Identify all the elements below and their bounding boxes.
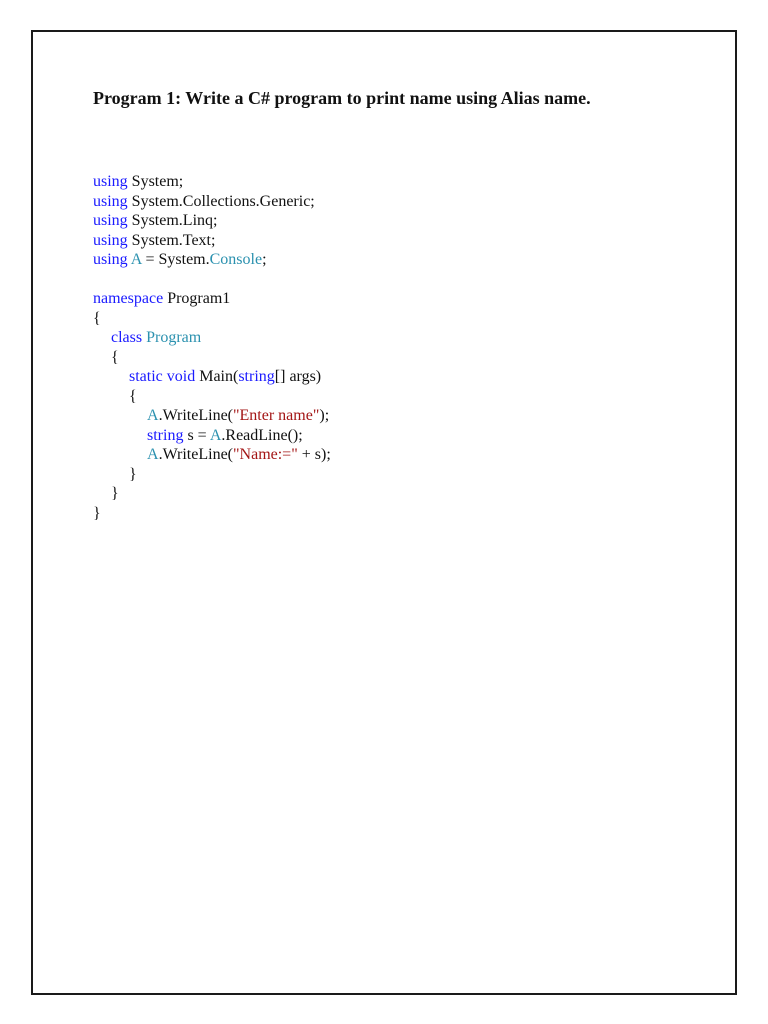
- code-line-14: [93, 445, 331, 465]
- keyword: using: [93, 231, 128, 249]
- code-text: System.Collections.Generic;: [127, 192, 315, 210]
- keyword: namespace: [93, 290, 164, 307]
- type-name: Console: [209, 251, 263, 268]
- code-line-12: [93, 406, 331, 426]
- keyword: using: [93, 192, 128, 210]
- brace: {: [111, 348, 119, 366]
- code-text: .WriteLine(: [158, 446, 233, 463]
- code-line-5: [93, 250, 331, 270]
- code-text: System;: [127, 173, 184, 190]
- program-title: Program 1: Write a C# program to print name using Alias name.: [93, 88, 591, 108]
- brace: }: [93, 504, 101, 522]
- brace: }: [129, 465, 137, 483]
- alias-identifier: A: [130, 251, 142, 268]
- keyword: string: [147, 426, 184, 444]
- alias-identifier: A: [209, 426, 222, 444]
- string-literal: "Enter name": [233, 407, 320, 424]
- code-line-15: [93, 465, 331, 485]
- code-line-1: [93, 172, 331, 192]
- code-text: );: [319, 407, 330, 424]
- keyword: void: [166, 368, 196, 385]
- code-line-3: [93, 211, 331, 231]
- brace: }: [111, 485, 119, 502]
- string-literal: "Name:=": [233, 446, 298, 463]
- code-text: Main(: [195, 368, 239, 385]
- code-text: .ReadLine();: [221, 426, 303, 444]
- keyword: using: [93, 251, 128, 268]
- code-line-17: [93, 504, 331, 524]
- alias-identifier: A: [147, 446, 159, 463]
- code-line-10: [93, 367, 331, 387]
- brace: {: [93, 309, 101, 327]
- code-line-11: [93, 387, 331, 407]
- code-line-6: [93, 289, 331, 309]
- code-text: [] args): [274, 368, 322, 385]
- code-line-8: [93, 328, 331, 348]
- code-line-9: [93, 348, 331, 368]
- code-line-16: [93, 484, 331, 504]
- code-line-7: [93, 309, 331, 329]
- code-text: s =: [183, 426, 210, 444]
- code-text: ;: [262, 251, 267, 268]
- code-listing: [93, 172, 331, 523]
- code-line-4: [93, 231, 331, 251]
- alias-identifier: A: [147, 407, 159, 424]
- code-text: = System.: [141, 251, 210, 268]
- brace: {: [129, 387, 137, 405]
- code-line-13: [93, 426, 331, 446]
- code-line-blank: [93, 270, 331, 290]
- keyword: using: [93, 173, 128, 190]
- keyword: using: [93, 212, 128, 229]
- code-text: Program1: [163, 290, 231, 307]
- keyword: class: [111, 329, 143, 346]
- code-text: System.Text;: [127, 231, 216, 249]
- code-text: + s);: [297, 446, 331, 463]
- type-name: Program: [146, 329, 202, 346]
- keyword: string: [238, 368, 275, 385]
- code-line-2: [93, 192, 331, 212]
- code-text: .WriteLine(: [158, 407, 233, 424]
- keyword: static: [129, 368, 163, 385]
- code-text: System.Linq;: [127, 212, 218, 229]
